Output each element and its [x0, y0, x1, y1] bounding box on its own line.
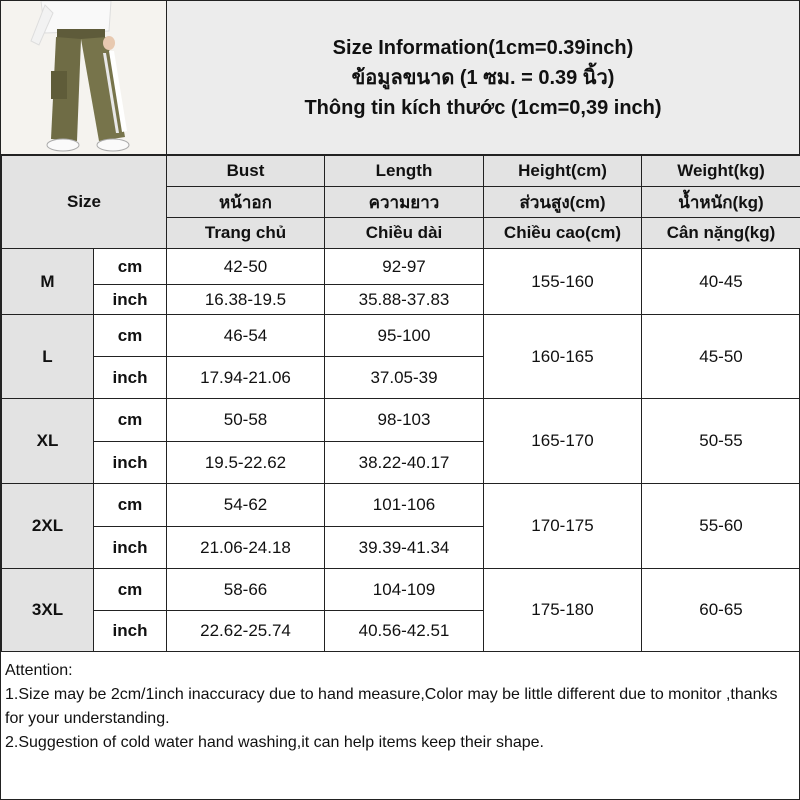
height-range: 155-160 [484, 249, 642, 315]
length-cm: 101-106 [325, 484, 484, 527]
attention-note-2: 2.Suggestion of cold water hand washing,it can help items keep their shape. [5, 734, 544, 751]
unit-inch: inch [94, 357, 167, 399]
attention-note-1: 1.Size may be 2cm/1inch inaccuracy due to hand measure,Color may be little different due to monitor ,thanks for your understanding. [5, 686, 778, 727]
bust-cm: 58-66 [167, 569, 325, 611]
weight-header-en: Weight(kg) [642, 156, 800, 187]
length-header-vi: Chiều dài [325, 218, 484, 249]
bust-header-th: หน้าอก [167, 187, 325, 218]
bust-cm: 42-50 [167, 249, 325, 285]
length-cm: 95-100 [325, 315, 484, 357]
unit-inch: inch [94, 611, 167, 652]
weight-header-th: น้ำหนัก(kg) [642, 187, 800, 218]
weight-range: 50-55 [642, 399, 800, 484]
length-cm: 92-97 [325, 249, 484, 285]
table-row [2, 484, 800, 527]
table-row [2, 569, 800, 611]
height-range: 165-170 [484, 399, 642, 484]
title-vietnamese: Thông tin kích thước (1cm=0,39 inch) [304, 96, 662, 119]
bust-inch: 22.62-25.74 [167, 611, 325, 652]
size-column-header: Size [2, 156, 167, 249]
table-row [2, 249, 800, 285]
length-header-en: Length [325, 156, 484, 187]
header [1, 1, 799, 156]
unit-cm: cm [94, 484, 167, 527]
unit-inch: inch [94, 285, 167, 315]
bust-header-vi: Trang chủ [167, 218, 325, 249]
bust-inch: 21.06-24.18 [167, 527, 325, 569]
weight-header-vi: Cân nặng(kg) [642, 218, 800, 249]
weight-range: 40-45 [642, 249, 800, 315]
table-header-row-english [2, 156, 800, 187]
length-header-th: ความยาว [325, 187, 484, 218]
weight-range: 45-50 [642, 315, 800, 399]
height-range: 160-165 [484, 315, 642, 399]
product-photo [1, 1, 167, 154]
weight-range: 60-65 [642, 569, 800, 652]
height-header-th: ส่วนสูง(cm) [484, 187, 642, 218]
bust-header-en: Bust [167, 156, 325, 187]
height-range: 175-180 [484, 569, 642, 652]
size-table [1, 155, 800, 652]
table-row [2, 399, 800, 442]
unit-inch: inch [94, 442, 167, 484]
size-label: 2XL [2, 484, 94, 569]
title-english: Size Information(1cm=0.39inch) [332, 36, 634, 59]
unit-cm: cm [94, 399, 167, 442]
title-thai: ข้อมูลขนาด (1 ซม. = 0.39 นิ้ว) [351, 66, 615, 89]
size-label: M [2, 249, 94, 315]
model-in-cargo-pants-image [1, 1, 166, 154]
weight-range: 55-60 [642, 484, 800, 569]
unit-cm: cm [94, 569, 167, 611]
bust-cm: 50-58 [167, 399, 325, 442]
length-cm: 98-103 [325, 399, 484, 442]
length-inch: 39.39-41.34 [325, 527, 484, 569]
bust-inch: 16.38-19.5 [167, 285, 325, 315]
length-inch: 40.56-42.51 [325, 611, 484, 652]
unit-inch: inch [94, 527, 167, 569]
size-label: XL [2, 399, 94, 484]
length-inch: 38.22-40.17 [325, 442, 484, 484]
length-cm: 104-109 [325, 569, 484, 611]
attention-notes [5, 659, 795, 755]
unit-cm: cm [94, 315, 167, 357]
height-header-vi: Chiều cao(cm) [484, 218, 642, 249]
table-row [2, 315, 800, 357]
size-label: L [2, 315, 94, 399]
bust-cm: 54-62 [167, 484, 325, 527]
bust-inch: 19.5-22.62 [167, 442, 325, 484]
bust-inch: 17.94-21.06 [167, 357, 325, 399]
height-range: 170-175 [484, 484, 642, 569]
length-inch: 37.05-39 [325, 357, 484, 399]
unit-cm: cm [94, 249, 167, 285]
title-block [167, 1, 799, 154]
bust-cm: 46-54 [167, 315, 325, 357]
attention-heading: Attention: [5, 662, 73, 679]
length-inch: 35.88-37.83 [325, 285, 484, 315]
height-header-en: Height(cm) [484, 156, 642, 187]
size-label: 3XL [2, 569, 94, 652]
